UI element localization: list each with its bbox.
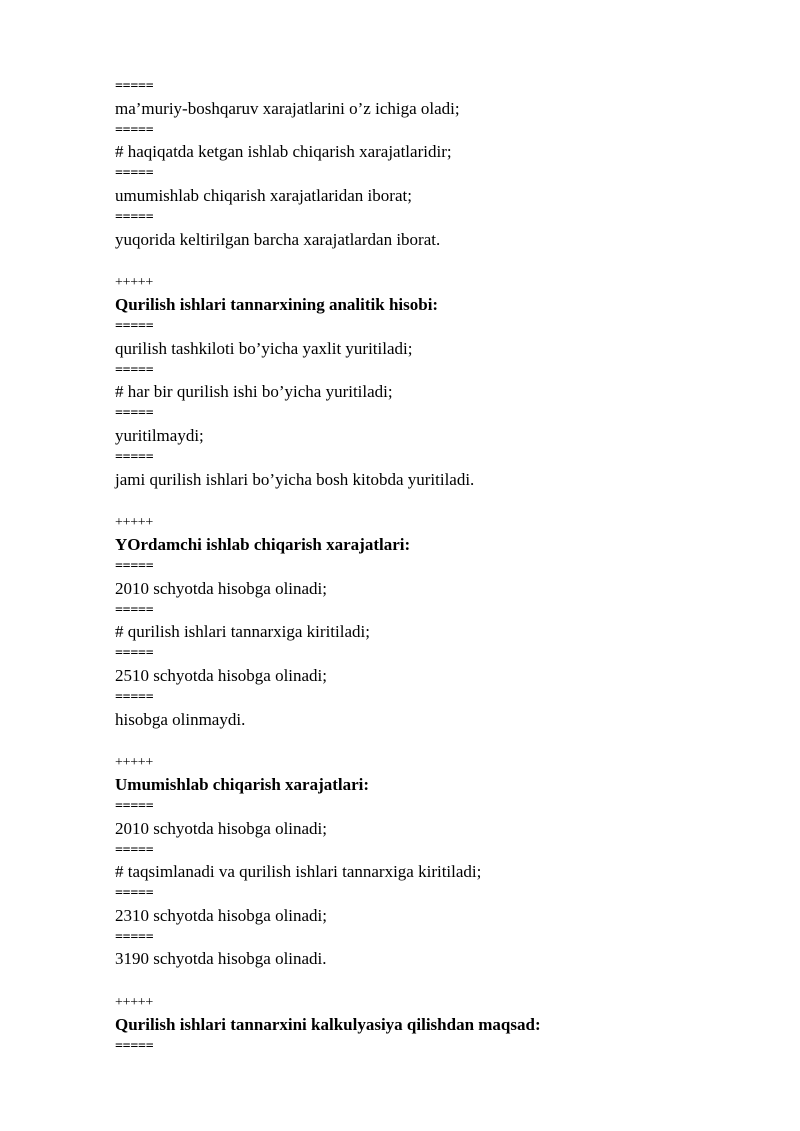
answer-option: 2310 schyotda hisobga olinadi; (115, 905, 328, 925)
answer-option: hisobga olinmaydi. (115, 709, 246, 729)
option-separator: ===== (115, 798, 154, 814)
question-separator: +++++ (115, 755, 153, 771)
option-separator: ===== (115, 689, 154, 705)
question-text: Umumishlab chiqarish xarajatlari: (115, 775, 370, 795)
option-separator: ===== (115, 362, 154, 378)
answer-option: 2010 schyotda hisobga olinadi; (115, 818, 328, 838)
answer-option: ma’muriy-boshqaruv xarajatlarini o’z ichiga oladi; (115, 98, 460, 118)
question-block (115, 992, 775, 1057)
option-separator: ===== (115, 842, 154, 858)
question-block (115, 752, 775, 970)
option-separator: ===== (115, 209, 154, 225)
answer-option-correct: # taqsimlanadi va qurilish ishlari tannarxiga kiritiladi; (115, 862, 482, 882)
question-separator: +++++ (115, 515, 153, 531)
answer-option: umumishlab chiqarish xarajatlaridan iborat; (115, 185, 412, 205)
option-separator: ===== (115, 602, 154, 618)
option-separator: ===== (115, 449, 154, 465)
answer-option: 2510 schyotda hisobga olinadi; (115, 665, 328, 685)
answer-option: jami qurilish ishlari bo’yicha bosh kitobda yuritiladi. (115, 469, 475, 489)
answer-option: yuqorida keltirilgan barcha xarajatlardan iborat. (115, 229, 441, 249)
document-body (115, 76, 775, 1058)
option-separator: ===== (115, 929, 154, 945)
question-text: YOrdamchi ishlab chiqarish xarajatlari: (115, 535, 411, 555)
answer-option-correct: # har bir qurilish ishi bo’yicha yuritiladi; (115, 382, 393, 402)
answer-option-correct: # haqiqatda ketgan ishlab chiqarish xarajatlaridir; (115, 142, 452, 162)
question-block (115, 512, 775, 730)
answer-option: qurilish tashkiloti bo’yicha yaxlit yuritiladi; (115, 338, 413, 358)
option-separator: ===== (115, 406, 154, 422)
answer-option: 2010 schyotda hisobga olinadi; (115, 578, 328, 598)
option-separator: ===== (115, 1038, 154, 1054)
option-separator: ===== (115, 122, 154, 138)
question-block (115, 76, 775, 250)
question-text: Qurilish ishlari tannarxini kalkulyasiya qilishdan maqsad: (115, 1015, 541, 1035)
option-separator: ===== (115, 558, 154, 574)
answer-option: yuritilmaydi; (115, 425, 204, 445)
question-block (115, 272, 775, 490)
option-separator: ===== (115, 886, 154, 902)
option-separator: ===== (115, 318, 154, 334)
option-separator: ===== (115, 166, 154, 182)
option-separator: ===== (115, 646, 154, 662)
option-separator: ===== (115, 79, 154, 94)
question-text: Qurilish ishlari tannarxining analitik hisobi: (115, 295, 439, 315)
question-separator: +++++ (115, 275, 153, 291)
answer-option: 3190 schyotda hisobga olinadi. (115, 949, 327, 969)
answer-option-correct: # qurilish ishlari tannarxiga kiritiladi; (115, 622, 370, 642)
question-separator: +++++ (115, 995, 153, 1011)
